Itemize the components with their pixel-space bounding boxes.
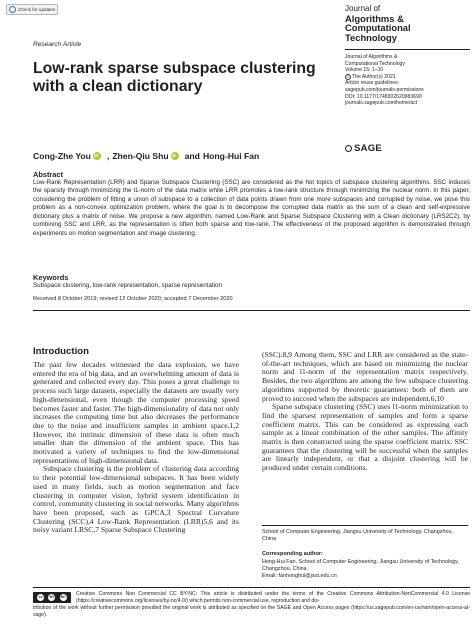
- article-type: Research Article: [33, 41, 82, 48]
- intro-paragraph-2: Subspace clustering is the problem of clustering data according to their potential low-dimensional subspaces. It has been widely used in many fields, such as motion segmentation and face clustering in computer vision, hybrid system identification in control, community clustering in social networks. Many algorithms have been proposed, such as GPCA,3 Spectral Curvature Clustering (SCC),4 Low-Rank Representation (LRR)5,6 and its noisy variant LRSC,7 Sparse Subspace Clustering: [33, 464, 239, 535]
- intro-paragraph-4: Sparse subspace clustering (SSC) uses l1-norm minimization to find the sparsest representation of samples and form a sparse coefficient matrix. This can be considered as expressing each sample as a linear combination of the other samples. The affinity matrix is then constructed using the sparse coefficient matrix. SSC guarantees that the clustering will be successful when the samples are linearly independent, or that a disjoint clustering will be produced under certain conditions.: [262, 402, 468, 473]
- body-column-right: [262, 351, 468, 473]
- keywords-heading: Keywords: [33, 273, 69, 282]
- journal-title: [345, 4, 470, 42]
- cc-license-badge[interactable]: [33, 592, 71, 603]
- article-meta: [345, 54, 470, 107]
- sage-logo-icon: [345, 145, 352, 152]
- meta-copyright-line: [345, 74, 470, 81]
- corresponding-heading: Corresponding author:: [262, 551, 323, 557]
- article-title: Low-rank sparse subspace clustering with a clean dictionary: [33, 60, 316, 95]
- author-2[interactable]: Zhen-Qiu Shu: [112, 151, 169, 161]
- check-for-updates-badge[interactable]: [6, 4, 58, 15]
- author-list: Cong-Zhe You iD , Zhen-Qiu Shu iD and Hong-Hui Fan: [33, 151, 259, 161]
- introduction-heading: Introduction: [33, 346, 89, 357]
- author-1[interactable]: Cong-Zhe You: [33, 151, 91, 161]
- check-for-updates-label: Check for updates: [18, 7, 56, 12]
- article-dates: Received 8 October 2019; revised 12 October 2020; accepted 7 December 2020: [33, 296, 233, 302]
- journal-title-line3: Computational: [345, 22, 411, 33]
- meta-site-link[interactable]: journals.sagepub.com/home/act: [345, 100, 418, 107]
- footnote-divider: [262, 525, 468, 526]
- journal-title-line4: Technology: [345, 31, 397, 43]
- corresponding-address: Hong-Hui Fan, School of Computer Engineering, Jiangsu University of Technology, Changzhou, China.: [262, 559, 459, 572]
- publisher-name: SAGE: [354, 143, 382, 154]
- meta-volume: Volume 15: 1–10: [345, 67, 384, 74]
- journal-title-line2: Algorithms &: [345, 12, 404, 24]
- copyright-icon: ©: [346, 74, 350, 79]
- intro-paragraph-3: (SSC).8,9 Among them, SSC and LRR are considered as the state-of-the-art techniques, which are based on minimizing the nuclear norm and l1-norm of the representation matrix respectively. Besides, the two algorithms are among the few subspace clustering algorithms supported by theoretic guarantees: both of them are proved to succeed when the subspaces are independent.6,10: [262, 350, 468, 403]
- meta-copyright: The Author(s) 2021: [352, 73, 396, 80]
- meta-doi[interactable]: DOI: 10.1177/1748302620983690: [345, 93, 422, 100]
- orcid-icon[interactable]: [93, 152, 101, 160]
- journal-title-line1: Journal of: [345, 4, 381, 13]
- corresponding-details: [262, 559, 468, 580]
- intro-paragraph-1: The past few decades witnessed the data explosion, we have entered the era of big data, and an overwhelming amount of data is generated and collected every day. This poses a great challenge to process such large datasets, especially the datasets are usually very high-dimensional, even though the computer processing speed becomes faster and faster. The high-dimensionality of data not only increases the computing time but also decreases the performance due to the noise and insufficient samples in ambient space.1,2 However, the intrinsic dimension of these data is often much smaller than the dimension of the ambient space. This has motivated a variety of techniques to find the low-dimensional representations of high-dimensional data.: [33, 360, 239, 465]
- orcid-icon[interactable]: [171, 152, 179, 160]
- journal-divider: [345, 49, 470, 50]
- license-text-continued: tribution of the work without further permission provided the original work is attributed as specified on the SAGE and Open Access pages (https://us.sagepub.com/en-us/nam/open-access-at-sage).: [33, 605, 470, 618]
- abstract-body: Low-Rank Representation (LRR) and Sparse Subspace Clustering (SSC) are considered as the hot topics of subspace clustering algorithms. SSC induces the sparsity through minimizing the l1-norm of the data matrix while LRR promotes a low-rank structure through minimizing the nuclear norm. In this paper, considering the problem of fitting a union of subspace to a collection of data points drawn from one more subspaces and corrupted by noise, we pose this problem as a non-convex optimization problem, where the goal is to decompose the corrupted data matrix as the sum of a clean and self-expressive dictionary plus a matrix of noise. We propose a new algorithm, named Low-Rank and Sparse Subspace Clustering with a Clean dictionary (LRS2C2), by combining SSC and LRR, as the representation is often both sparse and low-rank. The effectiveness of the proposed algorithm is demonstrated through experiments on motion segmentation and image clustering.: [33, 179, 470, 237]
- corresponding-email[interactable]: Email: fanhonghui@jsut.edu.cn: [262, 573, 337, 579]
- author-conjunction: and: [184, 151, 200, 161]
- meta-reuse-link[interactable]: sagepub.com/journals-permissions: [345, 86, 424, 93]
- author-3[interactable]: Hong-Hui Fan: [202, 151, 260, 161]
- affiliation: School of Computer Engineering, Jiangsu University of Technology, Changzhou, China: [262, 529, 453, 542]
- cc-nc-icon: NC: [60, 595, 66, 599]
- body-column-left: [33, 361, 239, 535]
- license-text: Creative Commons Non Commercial CC BY-NC: This article is distributed under the terms of the Creative Commons Attribution-NonCommercial 4.0 License (https://creativecommons.org/licenses/by-nc/4.0/) which permits non-commercial use, reproduction and dis-: [76, 591, 470, 604]
- publisher-logo: [345, 143, 382, 154]
- cc-by-icon: BY: [49, 595, 55, 599]
- cc-icon: cc: [38, 595, 43, 599]
- keywords-body: Subspace clustering, low-rank representation, sparse representation: [33, 282, 222, 289]
- crossmark-icon: [9, 6, 16, 13]
- meta-reuse: Article reuse guidelines:: [345, 80, 400, 87]
- meta-journal-name: Journal of Algorithms &: [345, 54, 398, 60]
- license-divider: [33, 587, 470, 588]
- abstract-heading: Abstract: [33, 170, 63, 179]
- meta-journal-name2: Computational Technology: [345, 60, 405, 67]
- header-divider: [33, 310, 470, 311]
